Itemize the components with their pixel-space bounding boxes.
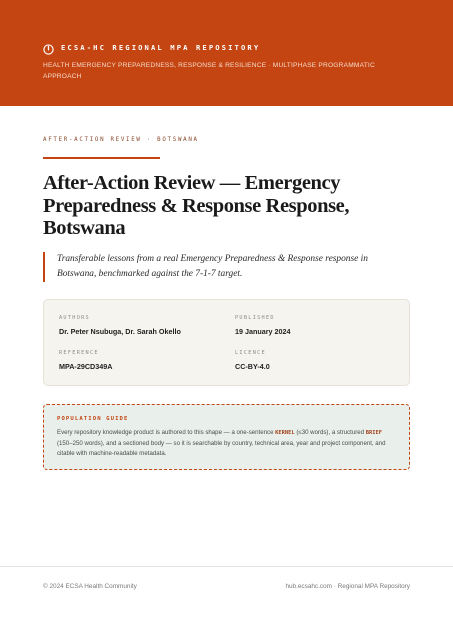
meta-licence xyxy=(235,350,270,371)
meta-authors xyxy=(59,315,181,336)
meta-label: PUBLISHED xyxy=(235,315,275,321)
kernel-keyword: KERNEL xyxy=(275,430,295,436)
meta-value: Dr. Peter Nsubuga, Dr. Sarah Okello xyxy=(59,327,181,336)
footer-copyright: © 2024 ECSA Health Community xyxy=(43,583,137,590)
population-guide xyxy=(43,404,410,470)
meta-value: CC-BY-4.0 xyxy=(235,362,270,371)
footer-divider xyxy=(0,566,453,567)
accent-divider xyxy=(43,157,160,159)
lede-summary: Transferable lessons from a real Emergency Preparedness & Response response in Botswana, benchmarked against the 7-1-7 target. xyxy=(43,252,403,282)
meta-value: 19 January 2024 xyxy=(235,327,291,336)
site-header xyxy=(0,0,453,106)
page-title: After-Action Review — Emergency Preparedness & Response Response, Botswana xyxy=(43,172,350,239)
guide-text xyxy=(57,428,396,460)
meta-value: MPA-29CD349A xyxy=(59,362,113,371)
footer-site-link[interactable]: hub.ecsahc.com · Regional MPA Repository xyxy=(285,583,410,590)
guide-text-part: (≤30 words), a structured xyxy=(294,429,366,436)
brief-keyword: BRIEF xyxy=(365,430,382,436)
brand-title: ECSA-HC REGIONAL MPA REPOSITORY xyxy=(61,43,261,52)
guide-title: POPULATION GUIDE xyxy=(57,416,129,422)
header-subtitle: HEALTH EMERGENCY PREPAREDNESS, RESPONSE & RESILIENCE · MULTIPHASE PROGRAMMATIC APPROACH xyxy=(43,62,375,80)
metadata-card xyxy=(43,299,410,386)
meta-published xyxy=(235,315,291,336)
breadcrumb: AFTER-ACTION REVIEW · BOTSWANA xyxy=(43,137,199,143)
guide-text-part: Every repository knowledge product is authored to this shape — a one-sentence xyxy=(57,429,276,436)
brand[interactable] xyxy=(43,42,260,53)
guide-text-part: (150–250 words), and a sectioned body — so it is searchable by country, technical area, year and project component, and citable with machine-readable metadata. xyxy=(57,439,386,458)
meta-label: LICENCE xyxy=(235,350,266,356)
meta-label: REFERENCE xyxy=(59,350,99,356)
power-icon xyxy=(43,42,54,53)
meta-reference xyxy=(59,350,112,371)
meta-label: AUTHORS xyxy=(59,315,90,321)
